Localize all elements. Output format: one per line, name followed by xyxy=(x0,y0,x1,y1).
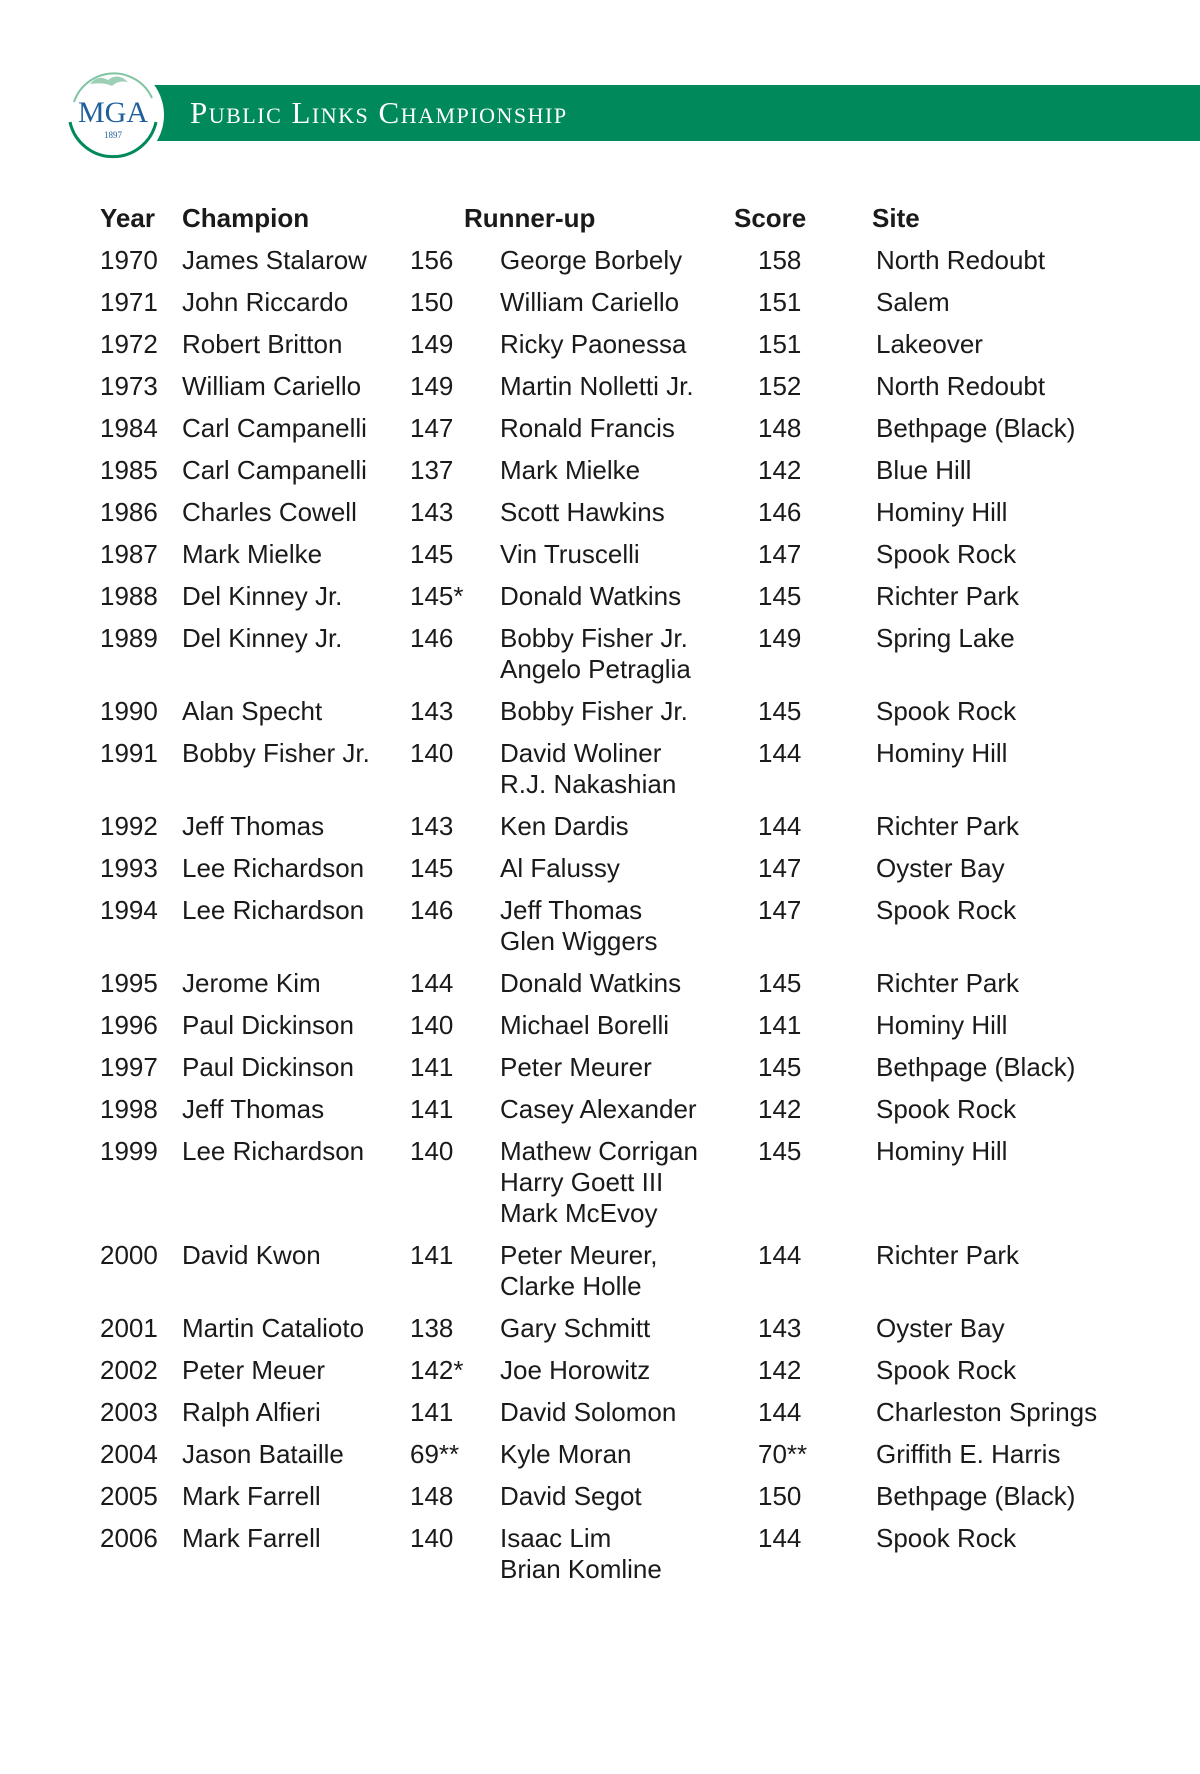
champion-score-cell: 148 xyxy=(410,1481,454,1511)
runner-up-name: Donald Watkins xyxy=(500,968,682,998)
champion-score-cell: 141 xyxy=(410,1240,454,1270)
site-cell: Spook Rock xyxy=(876,1094,1017,1124)
table-row xyxy=(100,240,1140,282)
runner-up-score-cell: 147 xyxy=(758,895,802,925)
runner-up-cell xyxy=(500,848,734,890)
champion-score-cell: 149 xyxy=(410,329,454,359)
runner-up-name: Gary Schmitt xyxy=(500,1313,651,1343)
champion-score-cell: 138 xyxy=(410,1313,454,1343)
runner-up-score-cell: 144 xyxy=(758,1240,802,1270)
runner-up-name: Ken Dardis xyxy=(500,811,629,841)
runner-up-cell xyxy=(500,1518,734,1591)
column-header-site: Site xyxy=(872,202,920,233)
site-cell: Bethpage (Black) xyxy=(876,1052,1076,1082)
champion-score-cell: 141 xyxy=(410,1052,454,1082)
year-cell: 1997 xyxy=(100,1052,158,1082)
year-cell: 1990 xyxy=(100,696,158,726)
year-cell: 1973 xyxy=(100,371,158,401)
runner-up-score-cell: 142 xyxy=(758,455,802,485)
site-cell: Griffith E. Harris xyxy=(876,1439,1061,1469)
runner-up-name: Brian Komline xyxy=(500,1554,662,1584)
runner-up-score-cell: 144 xyxy=(758,1523,802,1553)
runner-up-name: Scott Hawkins xyxy=(500,497,665,527)
runner-up-name: Bobby Fisher Jr. xyxy=(500,623,688,653)
champion-cell: Paul Dickinson xyxy=(182,1010,354,1040)
champion-cell: Carl Campanelli xyxy=(182,455,367,485)
column-header-year: Year xyxy=(100,202,155,233)
champion-cell: Jeff Thomas xyxy=(182,1094,325,1124)
runner-up-name: Peter Meurer, xyxy=(500,1240,658,1270)
results-table xyxy=(100,196,1140,1591)
champion-cell: Jerome Kim xyxy=(182,968,321,998)
table-row xyxy=(100,806,1140,848)
champion-cell: Paul Dickinson xyxy=(182,1052,354,1082)
champion-score-cell: 156 xyxy=(410,245,454,275)
site-cell: Hominy Hill xyxy=(876,1010,1008,1040)
champion-score-cell: 149 xyxy=(410,371,454,401)
champion-cell: Peter Meuer xyxy=(182,1355,326,1385)
runner-up-cell xyxy=(500,1308,734,1350)
table-row xyxy=(100,576,1140,618)
year-cell: 2005 xyxy=(100,1481,158,1511)
runner-up-name: Ricky Paonessa xyxy=(500,329,687,359)
table-row xyxy=(100,963,1140,1005)
site-cell: Lakeover xyxy=(876,329,983,359)
table-row xyxy=(100,618,1140,691)
champion-score-cell: 146 xyxy=(410,623,454,653)
runner-up-name: William Cariello xyxy=(500,287,680,317)
year-cell: 1995 xyxy=(100,968,158,998)
runner-up-cell xyxy=(500,1089,734,1131)
year-cell: 1986 xyxy=(100,497,158,527)
runner-up-score-cell: 145 xyxy=(758,581,802,611)
runner-up-name: R.J. Nakashian xyxy=(500,769,677,799)
site-cell: Spook Rock xyxy=(876,539,1017,569)
column-header-champion: Champion xyxy=(182,202,310,233)
runner-up-score-cell: 146 xyxy=(758,497,802,527)
table-body xyxy=(100,240,1140,1591)
table-row xyxy=(100,1434,1140,1476)
year-cell: 1987 xyxy=(100,539,158,569)
champion-score-cell: 140 xyxy=(410,1523,454,1553)
table-row xyxy=(100,1005,1140,1047)
champion-score-cell: 140 xyxy=(410,738,454,768)
champion-cell: Ralph Alfieri xyxy=(182,1397,321,1427)
runner-up-label: Runner-up xyxy=(464,202,596,233)
runner-up-name: Isaac Lim xyxy=(500,1523,612,1553)
runner-up-score-cell: 158 xyxy=(758,245,802,275)
runner-up-cell xyxy=(500,806,734,848)
site-cell: Spook Rock xyxy=(876,1355,1017,1385)
champion-score-cell: 140 xyxy=(410,1136,454,1166)
runner-up-name: Mark Mielke xyxy=(500,455,641,485)
table-row xyxy=(100,1518,1140,1591)
table-row xyxy=(100,1047,1140,1089)
champion-score-cell: 143 xyxy=(410,497,454,527)
mga-logo-icon xyxy=(60,62,166,168)
champion-score-cell: 145 xyxy=(410,853,454,883)
table-row xyxy=(100,1235,1140,1308)
champion-cell: Del Kinney Jr. xyxy=(182,623,343,653)
title-banner xyxy=(150,85,1200,141)
runner-up-name: Vin Truscelli xyxy=(500,539,640,569)
year-cell: 1993 xyxy=(100,853,158,883)
site-cell: Oyster Bay xyxy=(876,853,1005,883)
year-cell: 1989 xyxy=(100,623,158,653)
champion-score-cell: 137 xyxy=(410,455,454,485)
site-cell: Oyster Bay xyxy=(876,1313,1005,1343)
runner-up-score-cell: 144 xyxy=(758,1397,802,1427)
runner-up-score-cell: 145 xyxy=(758,696,802,726)
runner-up-cell xyxy=(500,534,734,576)
runner-up-cell xyxy=(500,963,734,1005)
year-cell: 1999 xyxy=(100,1136,158,1166)
table-row xyxy=(100,733,1140,806)
year-cell: 1992 xyxy=(100,811,158,841)
runner-up-name: Harry Goett III xyxy=(500,1167,664,1197)
runner-up-score-cell: 141 xyxy=(758,1010,802,1040)
runner-up-score-cell: 144 xyxy=(758,811,802,841)
runner-up-score-cell: 151 xyxy=(758,287,802,317)
logo-text: MGA xyxy=(77,96,149,129)
runner-up-score-cell: 151 xyxy=(758,329,802,359)
year-cell: 2000 xyxy=(100,1240,158,1270)
champion-score-cell: 142* xyxy=(410,1355,464,1385)
runner-up-score-cell: 144 xyxy=(758,738,802,768)
champion-cell: Del Kinney Jr. xyxy=(182,581,343,611)
runner-up-cell xyxy=(500,1350,734,1392)
runner-up-cell xyxy=(500,492,734,534)
runner-up-cell xyxy=(500,1131,734,1235)
runner-up-score-cell: 143 xyxy=(758,1313,802,1343)
site-cell: Blue Hill xyxy=(876,455,972,485)
site-cell: North Redoubt xyxy=(876,371,1046,401)
year-cell: 2003 xyxy=(100,1397,158,1427)
champion-cell: Robert Britton xyxy=(182,329,343,359)
champion-score-cell: 140 xyxy=(410,1010,454,1040)
year-cell: 1996 xyxy=(100,1010,158,1040)
runner-up-cell xyxy=(500,408,734,450)
runner-up-score-cell: 145 xyxy=(758,968,802,998)
champion-cell: William Cariello xyxy=(182,371,362,401)
table-row xyxy=(100,691,1140,733)
site-cell: Hominy Hill xyxy=(876,738,1008,768)
site-cell: Richter Park xyxy=(876,1240,1020,1270)
champion-score-cell: 150 xyxy=(410,287,454,317)
site-cell: Richter Park xyxy=(876,811,1020,841)
runner-up-name: Angelo Petraglia xyxy=(500,654,691,684)
champion-cell: Martin Catalioto xyxy=(182,1313,365,1343)
site-cell: Salem xyxy=(876,287,950,317)
runner-up-cell xyxy=(500,1434,734,1476)
table-row xyxy=(100,890,1140,963)
runner-up-name: Casey Alexander xyxy=(500,1094,697,1124)
table-row xyxy=(100,1089,1140,1131)
table-row xyxy=(100,450,1140,492)
runner-up-name: Kyle Moran xyxy=(500,1439,632,1469)
champion-cell: Lee Richardson xyxy=(182,1136,365,1166)
logo-year: 1897 xyxy=(104,130,122,140)
table-row xyxy=(100,848,1140,890)
runner-up-score-cell: 145 xyxy=(758,1136,802,1166)
champion-score-cell: 145* xyxy=(410,581,464,611)
year-cell: 1994 xyxy=(100,895,158,925)
runner-up-name: Glen Wiggers xyxy=(500,926,658,956)
year-cell: 2006 xyxy=(100,1523,158,1553)
page-title: Public Links Championship xyxy=(190,95,568,130)
runner-up-name: Al Falussy xyxy=(500,853,620,883)
table-row xyxy=(100,282,1140,324)
runner-up-name: Mark McEvoy xyxy=(500,1198,658,1228)
runner-up-name: Bobby Fisher Jr. xyxy=(500,696,688,726)
table-row xyxy=(100,1308,1140,1350)
runner-up-cell xyxy=(500,1476,734,1518)
year-cell: 1972 xyxy=(100,329,158,359)
champion-score-cell: 143 xyxy=(410,811,454,841)
table-row xyxy=(100,324,1140,366)
year-cell: 1984 xyxy=(100,413,158,443)
champion-cell: Lee Richardson xyxy=(182,895,365,925)
runner-up-cell xyxy=(500,1235,734,1308)
runner-up-name: David Solomon xyxy=(500,1397,677,1427)
year-cell: 2001 xyxy=(100,1313,158,1343)
champion-cell: Jeff Thomas xyxy=(182,811,325,841)
runner-up-cell xyxy=(500,324,734,366)
runner-up-score-cell: 147 xyxy=(758,539,802,569)
runner-up-cell xyxy=(500,1392,734,1434)
table-row xyxy=(100,1350,1140,1392)
runner-up-cell xyxy=(500,240,734,282)
site-cell: North Redoubt xyxy=(876,245,1046,275)
runner-up-score-cell: 152 xyxy=(758,371,802,401)
site-cell: Bethpage (Black) xyxy=(876,1481,1076,1511)
runner-up-name: Michael Borelli xyxy=(500,1010,670,1040)
champion-cell: Carl Campanelli xyxy=(182,413,367,443)
runner-up-cell xyxy=(500,733,734,806)
runner-up-name: Clarke Holle xyxy=(500,1271,642,1301)
champion-score-cell: 147 xyxy=(410,413,454,443)
runner-up-score-cell: 142 xyxy=(758,1094,802,1124)
year-cell: 1998 xyxy=(100,1094,158,1124)
runner-up-score-cell: 149 xyxy=(758,623,802,653)
site-cell: Hominy Hill xyxy=(876,497,1008,527)
runner-up-name: David Segot xyxy=(500,1481,642,1511)
runner-up-score-cell: 142 xyxy=(758,1355,802,1385)
site-cell: Richter Park xyxy=(876,581,1020,611)
table-row xyxy=(100,492,1140,534)
runner-up-cell xyxy=(500,890,734,963)
champion-score-cell: 144 xyxy=(410,968,454,998)
champion-cell: David Kwon xyxy=(182,1240,321,1270)
runner-up-name: Joe Horowitz xyxy=(500,1355,651,1385)
runner-up-cell xyxy=(500,618,734,691)
site-cell: Charleston Springs xyxy=(876,1397,1098,1427)
site-cell: Bethpage (Black) xyxy=(876,413,1076,443)
runner-up-score-cell: 70** xyxy=(758,1439,808,1469)
runner-up-name: Jeff Thomas xyxy=(500,895,643,925)
champion-cell: Lee Richardson xyxy=(182,853,365,883)
column-header-runner-up xyxy=(410,196,734,240)
champion-cell: Alan Specht xyxy=(182,696,323,726)
table-row xyxy=(100,1131,1140,1235)
champion-cell: James Stalarow xyxy=(182,245,367,275)
champion-score-cell: 145 xyxy=(410,539,454,569)
runner-up-name: Peter Meurer xyxy=(500,1052,652,1082)
table-row xyxy=(100,408,1140,450)
champion-score-cell: 143 xyxy=(410,696,454,726)
table-row xyxy=(100,534,1140,576)
year-cell: 1991 xyxy=(100,738,158,768)
champion-cell: John Riccardo xyxy=(182,287,349,317)
champion-score-cell: 69** xyxy=(410,1439,460,1469)
runner-up-cell xyxy=(500,450,734,492)
champion-cell: Mark Farrell xyxy=(182,1481,321,1511)
runner-up-score-cell: 148 xyxy=(758,413,802,443)
table-header-row xyxy=(100,196,1140,240)
runner-up-cell xyxy=(500,1005,734,1047)
runner-up-cell xyxy=(500,576,734,618)
champion-cell: Charles Cowell xyxy=(182,497,357,527)
champion-cell: Bobby Fisher Jr. xyxy=(182,738,370,768)
champion-score-cell: 141 xyxy=(410,1397,454,1427)
champion-cell: Mark Mielke xyxy=(182,539,323,569)
champion-cell: Jason Bataille xyxy=(182,1439,344,1469)
site-cell: Spook Rock xyxy=(876,895,1017,925)
runner-up-cell xyxy=(500,1047,734,1089)
year-cell: 1988 xyxy=(100,581,158,611)
runner-up-name: Ronald Francis xyxy=(500,413,675,443)
champion-score-cell: 141 xyxy=(410,1094,454,1124)
runner-up-name: Mathew Corrigan xyxy=(500,1136,698,1166)
page-header xyxy=(0,62,1200,188)
site-cell: Hominy Hill xyxy=(876,1136,1008,1166)
runner-up-cell xyxy=(500,366,734,408)
runner-up-score-cell: 150 xyxy=(758,1481,802,1511)
year-cell: 1985 xyxy=(100,455,158,485)
runner-up-name: David Woliner xyxy=(500,738,662,768)
runner-up-cell xyxy=(500,282,734,324)
runner-up-name: George Borbely xyxy=(500,245,683,275)
runner-up-name: Martin Nolletti Jr. xyxy=(500,371,694,401)
champion-score-cell: 146 xyxy=(410,895,454,925)
site-cell: Richter Park xyxy=(876,968,1020,998)
runner-up-name: Donald Watkins xyxy=(500,581,682,611)
year-cell: 2002 xyxy=(100,1355,158,1385)
column-header-score: Score xyxy=(734,202,807,233)
site-cell: Spook Rock xyxy=(876,696,1017,726)
site-cell: Spook Rock xyxy=(876,1523,1017,1553)
year-cell: 1970 xyxy=(100,245,158,275)
champion-cell: Mark Farrell xyxy=(182,1523,321,1553)
table-row xyxy=(100,366,1140,408)
year-cell: 1971 xyxy=(100,287,158,317)
site-cell: Spring Lake xyxy=(876,623,1015,653)
year-cell: 2004 xyxy=(100,1439,158,1469)
table-row xyxy=(100,1392,1140,1434)
runner-up-score-cell: 145 xyxy=(758,1052,802,1082)
runner-up-score-cell: 147 xyxy=(758,853,802,883)
runner-up-cell xyxy=(500,691,734,733)
table-row xyxy=(100,1476,1140,1518)
